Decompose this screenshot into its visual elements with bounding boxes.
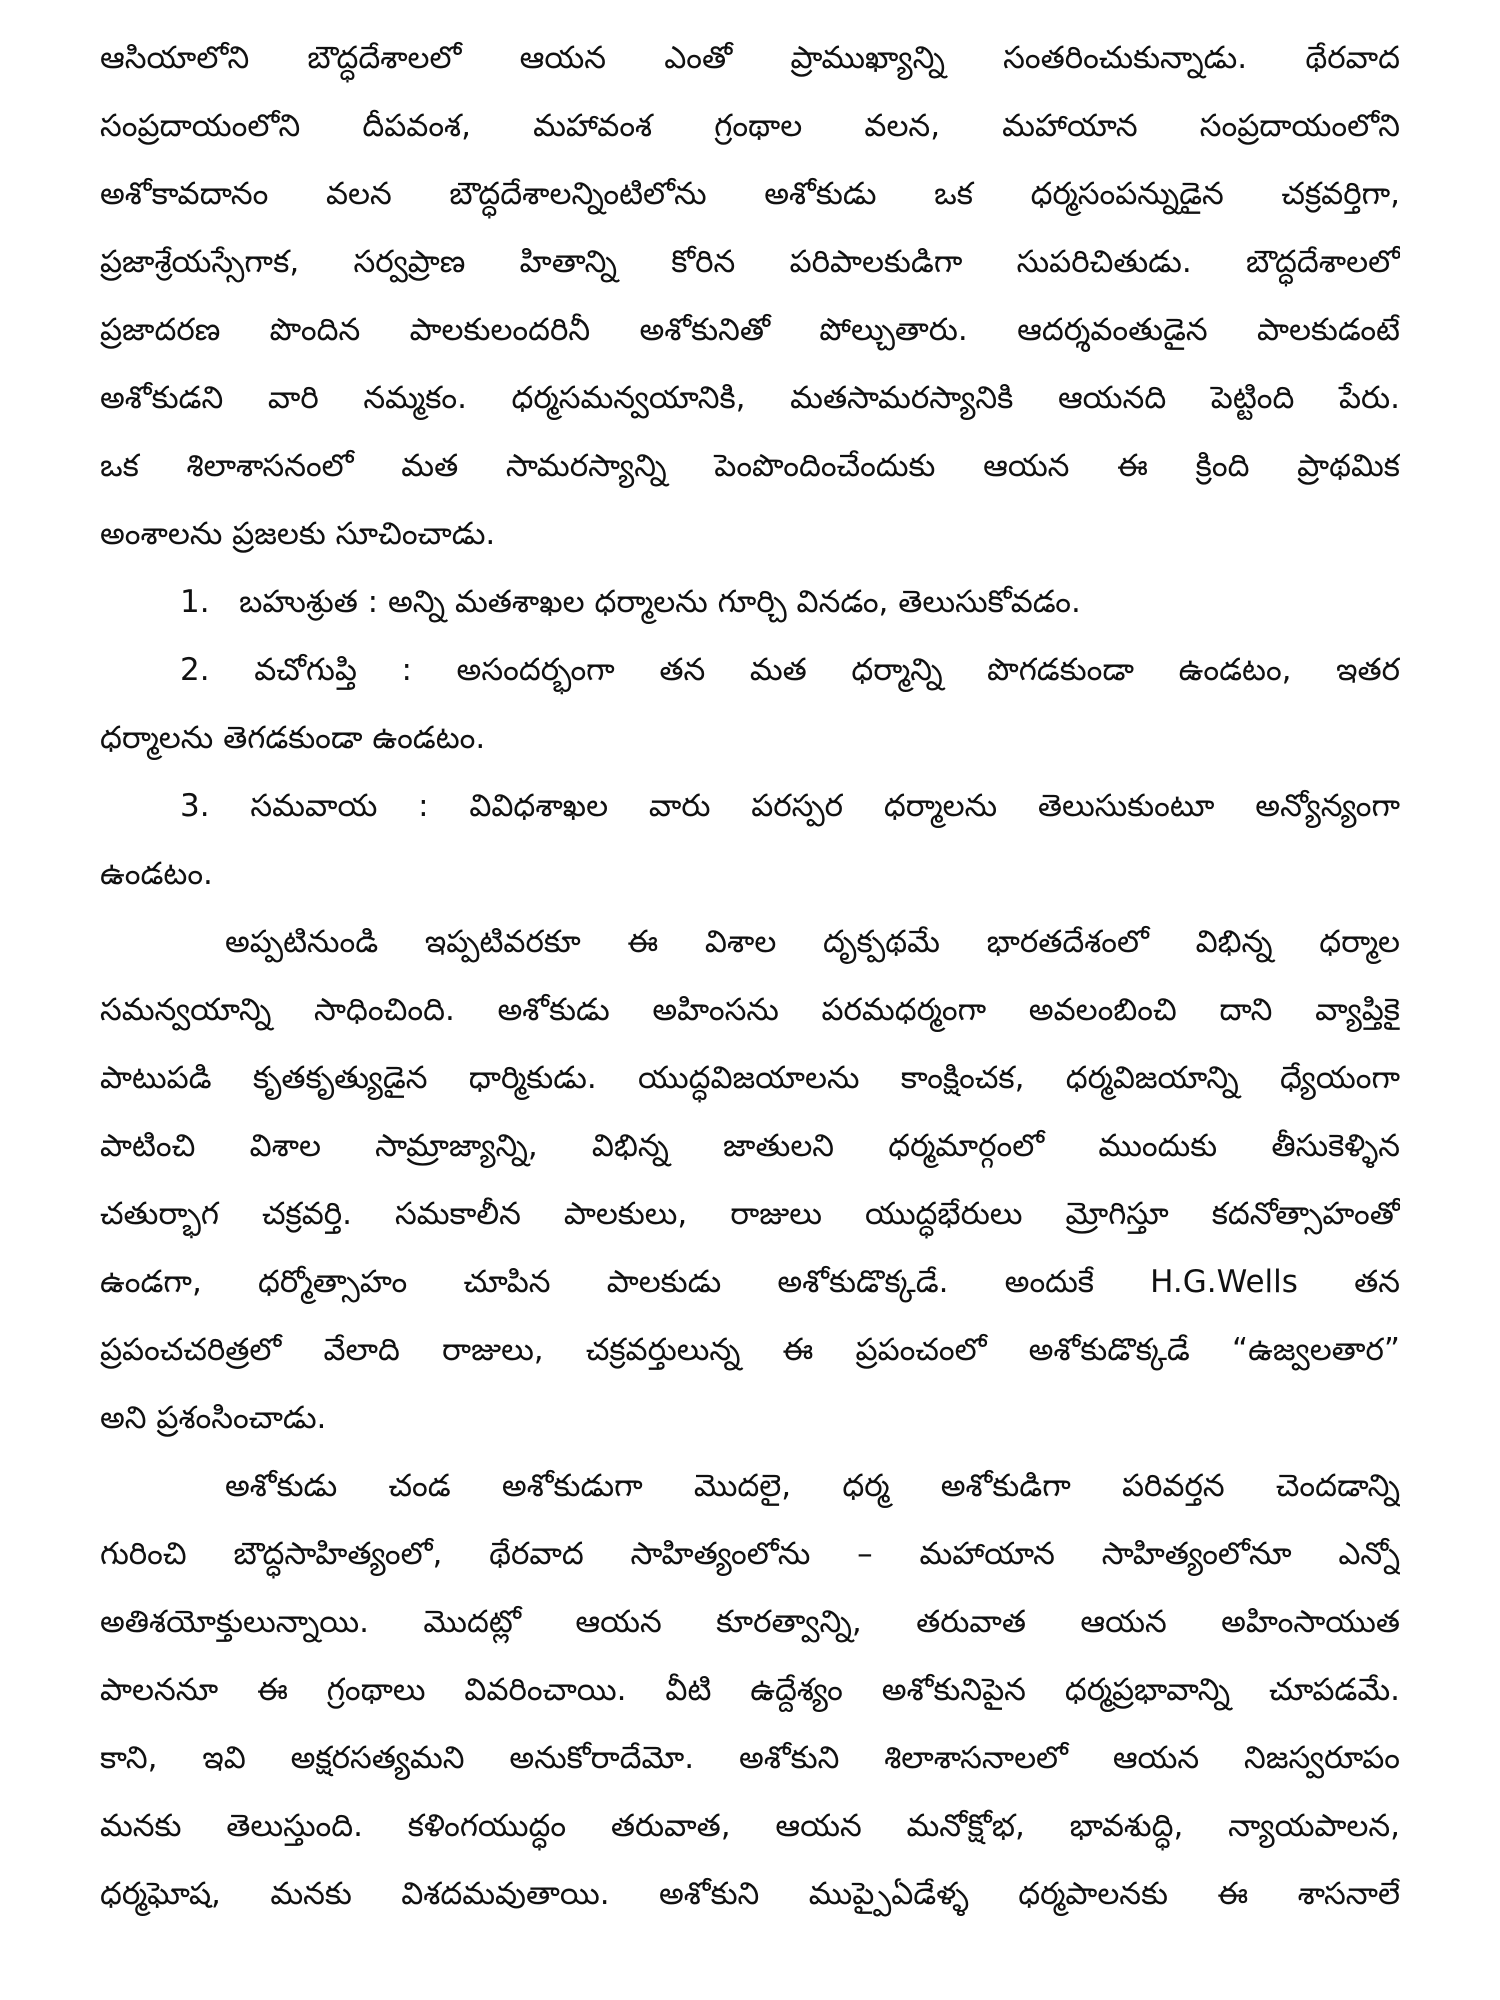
list-number: 1. xyxy=(180,584,210,620)
text-line: అతిశయోక్తులున్నాయి. మొదట్లో ఆయన కూరత్వాన్ని, తరువాత ఆయన అహింసాయుత xyxy=(100,1604,1400,1640)
paragraph-2 xyxy=(100,908,1400,1452)
text-line: అశోకుడు చండ అశోకుడుగా మొదలై, ధర్మ అశోకుడిగా పరివర్తన చెందడాన్ని xyxy=(225,1468,1400,1504)
text-line: ఒక శిలాశాసనంలో మత సామరస్యాన్ని పెంపొందించేందుకు ఆయన ఈ క్రింది ప్రాథమిక xyxy=(100,448,1400,484)
list-item-3-continuation: ఉండటం. xyxy=(100,856,213,892)
list-number: 3. xyxy=(180,788,210,824)
text-line: అశోకావదానం వలన బౌద్ధదేశాలన్నింటిలోను అశోకుడు ఒక ధర్మసంపన్నుడైన చక్రవర్తిగా, xyxy=(100,176,1400,212)
text-line: అప్పటినుండి ఇప్పటివరకూ ఈ విశాల దృక్పథమే భారతదేశంలో విభిన్న ధర్మాల xyxy=(225,924,1400,960)
text-line: సమన్వయాన్ని సాధించింది. అశోకుడు అహింసను పరమధర్మంగా అవలంబించి దాని వ్యాప్తికై xyxy=(100,992,1400,1028)
text-line: మనకు తెలుస్తుంది. కళింగయుద్ధం తరువాత, ఆయన మనోక్షోభ, భావశుద్ధి, న్యాయపాలన, xyxy=(100,1808,1400,1844)
text-line: పాలననూ ఈ గ్రంథాలు వివరించాయి. వీటి ఉద్దేశ్యం అశోకునిపైన ధర్మప్రభావాన్ని చూపడమే. xyxy=(100,1672,1400,1708)
text-line: ధర్మఘోష, మనకు విశదమవుతాయి. అశోకుని ముప్పైఏడేళ్ళ ధర్మపాలనకు ఈ శాసనాలే xyxy=(100,1876,1400,1912)
text-line: పాటించి విశాల సామ్రాజ్యాన్ని, విభిన్న జాతులని ధర్మమార్గంలో ముందుకు తీసుకెళ్ళిన xyxy=(100,1128,1400,1164)
text-line: చతుర్భాగ చక్రవర్తి. సమకాలీన పాలకులు, రాజులు యుద్ధభేరులు మ్రోగిస్తూ కదనోత్సాహంతో xyxy=(100,1196,1400,1232)
text-line: అశోకుడని వారి నమ్మకం. ధర్మసమన్వయానికి, మతసామరస్యానికి ఆయనది పెట్టింది పేరు. xyxy=(100,380,1400,416)
document-page xyxy=(100,24,1400,1984)
list-item-1 xyxy=(100,568,1400,636)
text-line: పాటుపడి కృతకృత్యుడైన ధార్మికుడు. యుద్ధవిజయాలను కాంక్షించక, ధర్మవిజయాన్ని ధ్యేయంగా xyxy=(100,1060,1400,1096)
list-text: వచోగుప్తి : అసందర్భంగా తన మత ధర్మాన్ని పొగడకుండా ఉండటం, ఇతర xyxy=(254,652,1400,688)
list-item-2 xyxy=(100,636,1400,704)
text-line: సంప్రదాయంలోని దీపవంశ, మహావంశ గ్రంథాల వలన, మహాయాన సంప్రదాయంలోని xyxy=(100,108,1400,144)
list-text: సమవాయ : వివిధశాఖల వారు పరస్పర ధర్మాలను తెలుసుకుంటూ అన్యోన్యంగా xyxy=(250,788,1400,824)
paragraph-3 xyxy=(100,1452,1400,1928)
text-line: కాని, ఇవి అక్షరసత్యమని అనుకోరాదేమో. అశోకుని శిలాశాసనాలలో ఆయన నిజస్వరూపం xyxy=(100,1740,1400,1776)
text-line: ప్రపంచచరిత్రలో వేలాది రాజులు, చక్రవర్తులున్న ఈ ప్రపంచంలో అశోకుడొక్కడే “ఉజ్వలతార” xyxy=(100,1332,1400,1368)
paragraph-1 xyxy=(100,24,1400,568)
list-item-2-continuation: ధర్మాలను తెగడకుండా ఉండటం. xyxy=(100,720,486,756)
text-line: గురించి బౌద్ధసాహిత్యంలో, థేరవాద సాహిత్యంలోను – మహాయాన సాహిత్యంలోనూ ఎన్నో xyxy=(100,1536,1400,1572)
list-text: బహుశ్రుత : అన్ని మతశాఖల ధర్మాలను గూర్చి వినడం, తెలుసుకోవడం. xyxy=(239,584,1081,620)
list-number: 2. xyxy=(180,652,210,688)
numbered-list xyxy=(100,568,1400,908)
text-line: ప్రజాదరణ పొందిన పాలకులందరినీ అశోకునితో పోల్చుతారు. ఆదర్శవంతుడైన పాలకుడంటే xyxy=(100,312,1400,348)
text-line: ప్రజాశ్రేయస్సేగాక, సర్వప్రాణ హితాన్ని కోరిన పరిపాలకుడిగా సుపరిచితుడు. బౌద్ధదేశాలలో xyxy=(100,244,1400,280)
text-line: ఉండగా, ధర్మోత్సాహం చూపిన పాలకుడు అశోకుడొక్కడే. అందుకే H.G.Wells తన xyxy=(100,1264,1400,1300)
text-line: అంశాలను ప్రజలకు సూచించాడు. xyxy=(100,516,496,552)
text-line: ఆసియాలోని బౌద్ధదేశాలలో ఆయన ఎంతో ప్రాముఖ్యాన్ని సంతరించుకున్నాడు. థేరవాద xyxy=(100,40,1400,76)
list-item-3 xyxy=(100,772,1400,840)
text-line: అని ప్రశంసించాడు. xyxy=(100,1400,327,1436)
